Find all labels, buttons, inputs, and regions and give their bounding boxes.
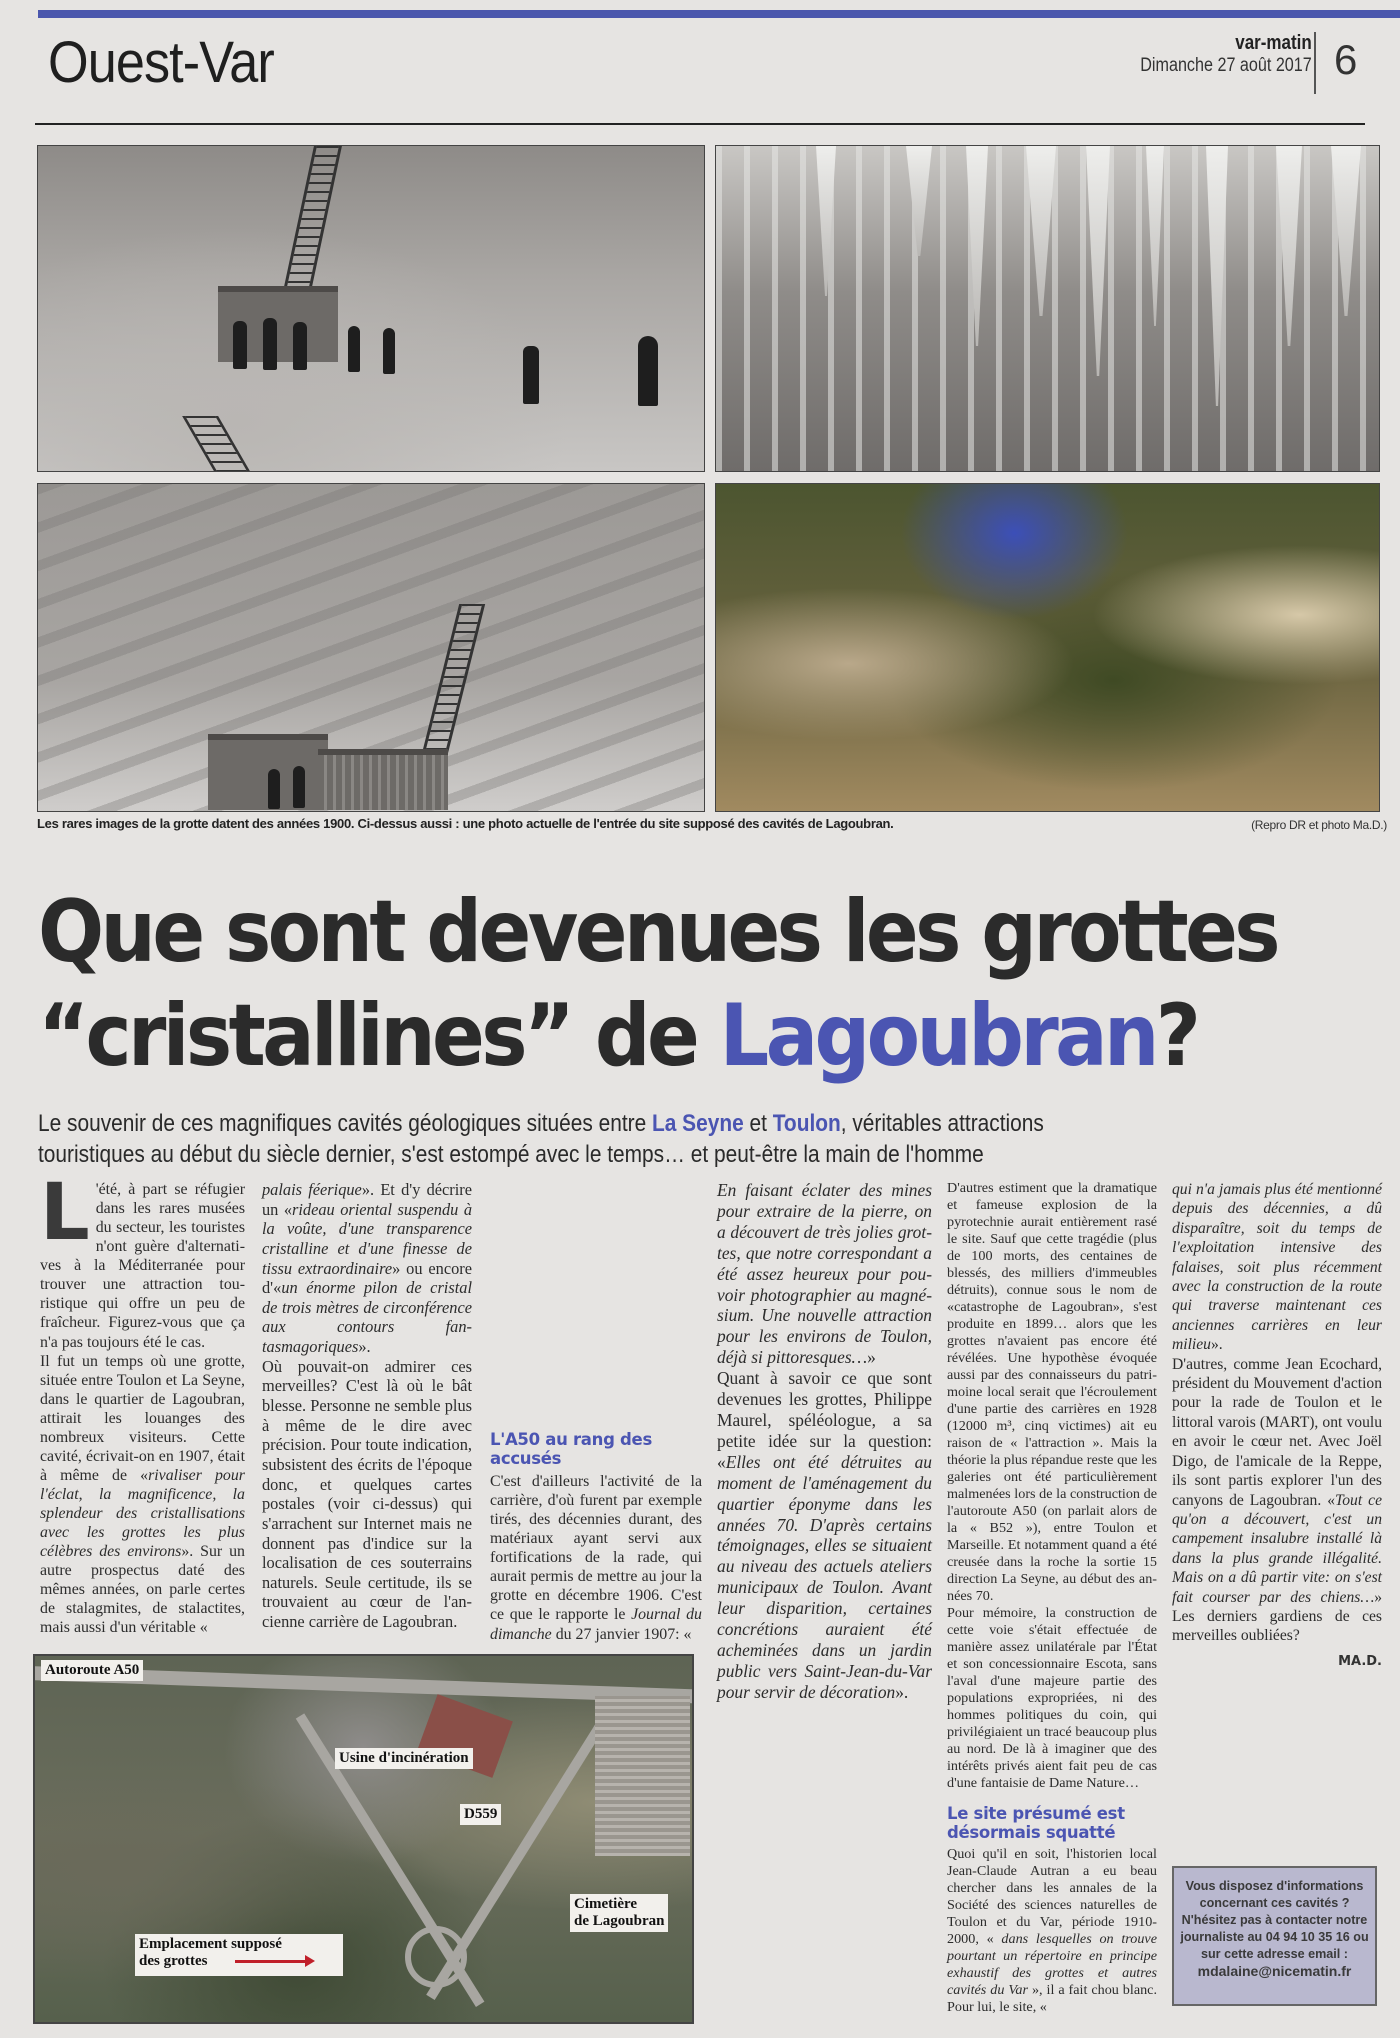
paragraph-text: » — [867, 1347, 876, 1368]
headline-line-2 — [38, 984, 1251, 1088]
headline-text: “cristallines” de — [38, 986, 720, 1086]
quote: dans lesquelles on trouve pourtant un répertoire en principe exhaustif des grottes et autres cavités du Var — [947, 1931, 1158, 1998]
quote: Tout ce qu'on a découvert, c'est un campement insalubre installé là dans la plus grande illégalité. Mais on a dû partir vite: on s'est fait courser par des chiens… — [1172, 1491, 1382, 1606]
headline-line-1: Que sont devenues les grottes — [38, 882, 1278, 982]
paragraph — [1172, 1355, 1382, 1646]
paragraph-text: du 27 janvier 1907: « — [551, 1625, 692, 1643]
paragraph: D'autres estiment que la dramatique et fameuse explosion de la pyrotechnie aurait entièrement rasé le site. Sauf que cette tragédie (plus de 100 morts, des centaines de blessés, des milliers d'immeubles détruits), connue sous le nom de «catastrophe de Lagoubran», s'est produite en 1899… alors que les grottes n'avaient pas encore été révélées. Une hypothèse évoquée aussi par des connaisseurs du patrimoine local serait que l'écroulement d'une partie des carrières en 1928 (12000 m³, cinq victimes) ait eu raison de « l'attraction ». Mais la théorie la plus répandue reste que les galeries ont été particulièrement malmenées lors de la construction de l'autoroute A50 (on parlait alors de la « B52 »), entre Toulon et Marseille. Et notamment quand a été creusée dans la roche la sortie 15 direction La Seyne, au début des années 70. — [947, 1180, 1157, 1604]
figure — [383, 328, 395, 374]
stalactite — [1331, 146, 1361, 316]
roundabout — [405, 1926, 467, 1988]
photo-credit: (Repro DR et photo Ma.D.) — [1251, 818, 1387, 832]
drop-cap: L — [40, 1168, 90, 1258]
paragraph-text: ». Sur un autre prospectus daté des mêmes années, on parle certes de stalagmites, de stalactites, mais aussi d'un véritable « — [40, 1543, 245, 1637]
photo-caption — [37, 815, 1387, 833]
infobox-text: Vous disposez d'informations concernant ces cavités ? N'hésitez pas à contacter notre journaliste au 04 94 10 35 16 ou sur cette adresse email : — [1180, 1879, 1369, 1961]
quote: palais féerique — [262, 1180, 362, 1199]
paragraph-text: Quant à savoir ce que sont devenues les grottes, Philippe Maurel, spéléologue, a sa petite idée sur la question: « — [717, 1368, 932, 1472]
map-label-d559: D559 — [460, 1804, 501, 1825]
headline-question-mark: ? — [1155, 986, 1198, 1086]
paragraph — [717, 1180, 932, 1368]
figure — [268, 769, 280, 809]
paragraph — [1172, 1180, 1382, 1355]
paragraph — [262, 1180, 472, 1357]
headline-highlight: Lagoubran — [719, 986, 1156, 1086]
photo-current-site-entrance — [715, 483, 1380, 812]
paragraph-text: Quoi qu'il en soit, l'historien local Jean-Claude Autran a eu beau chercher dans les annales de la Société des sciences naturelles de Toulon et du Var, période 1910-2000, « — [947, 1846, 1157, 1947]
paragraph-text: 'été, à part se réfugier dans les rares musées du secteur, les touristes n'ont guère d'alternatives à la Méditerranée pour trouver une attraction touristique qui offre un peu de fraîcheur. Figurez-vous que ça n'a pas toujours été le cas. — [40, 1181, 245, 1351]
figure — [233, 321, 247, 369]
newspaper-title: Journal du dimanche — [490, 1606, 702, 1643]
figure — [638, 336, 658, 406]
cave-site-label-line-2: des grottes — [139, 1953, 208, 1969]
paragraph-text: D'autres, comme Jean Ecochard, président du Mouvement d'action pour la rade de Toulon et le littoral varois (MART), ont voulu en avoir le cœur net. Avec Joël Digo, de l'amicale de la Reppe, ils sont partis explorer l'un des canyons de Lagoubran. « — [1172, 1355, 1382, 1509]
figure — [523, 346, 539, 404]
cemetery-label-line-1: Cimetière — [574, 1896, 638, 1912]
photo-cave-entrance-1900 — [37, 145, 705, 472]
masthead — [1110, 32, 1312, 78]
arrow-right-icon — [235, 1960, 307, 1963]
photo-quarry-cliff-1900 — [37, 483, 705, 812]
stalactite — [966, 146, 988, 346]
stalactite — [1276, 146, 1302, 346]
figure — [293, 766, 305, 808]
quote: Elles ont été détruites au moment de l'aménagement du quartier éponyme dans les années 70. D'après certains témoignages, elles se situaient au niveau des actuels ateliers municipaux de Toulon. Avant leur disparition, certaines concrétions auraient été acheminées dans un jardin public vers Saint-Jean-du-Var pour servir de décoration — [717, 1451, 932, 1702]
paragraph-text: » Les derniers gardiens de ces merveilles oubliées? — [1172, 1588, 1382, 1645]
paragraph-intro — [40, 1168, 245, 1352]
standfirst-text: et — [743, 1110, 773, 1137]
paragraph-text: ». — [1210, 1336, 1223, 1354]
headline — [38, 880, 1378, 1088]
quote: rivaliser pour l'éclat, la magnificence, la splendeur des cristallisations avec les grottes les plus célèbres des environs — [40, 1466, 245, 1561]
paragraph — [947, 1846, 1157, 2016]
figure — [348, 326, 360, 372]
map-label-cemetery — [570, 1894, 668, 1932]
article-column-1 — [40, 1168, 245, 1638]
paragraph-text: C'est d'ailleurs l'activité de la carrière, d'où furent par exemple tirés, des décennies durant, des matériaux ayant servi aux fortifications de la rade, qui aurait permis de mettre au jour la grotte en décembre 1906. C'est ce que le rapporte le — [490, 1473, 702, 1624]
figure — [263, 318, 277, 370]
stalactite — [906, 146, 932, 256]
paragraph — [717, 1368, 932, 1703]
figure — [293, 322, 307, 370]
paragraph: Où pouvait-on admirer ces merveilles? C'est là où le bât blesse. Personne ne semble plus à même de le dire avec précision. Pour toute indication, subsistent des écrits de l'époque donc, et quelques cartes postales (voir ci-dessus) qui s'arrachent sur Internet mais ne donnent pas d'indice sur la localisation de ces souterrains naturels. Seule certitude, ils se trouvaient au cœur de l'ancienne carrière de Lagoubran. — [262, 1356, 472, 1632]
paragraph-text: ». — [358, 1337, 371, 1357]
subhead-a50: L'A50 au rang des accusés — [490, 1430, 652, 1468]
section-title: Ouest-Var — [48, 30, 274, 95]
header-accent-bar — [38, 10, 1400, 18]
standfirst-line-1 — [38, 1108, 1204, 1139]
contact-email[interactable]: mdalaine@nicematin.fr — [1197, 1963, 1352, 1979]
article-column-3 — [490, 1430, 702, 1644]
ladder — [182, 416, 250, 471]
cave-site-label-line-1: Emplacement supposé — [139, 1936, 282, 1952]
stalactite — [1206, 146, 1228, 406]
standfirst-text: Le souvenir de ces magnifiques cavités géologiques situées entre — [38, 1110, 653, 1137]
standfirst-text: , véritables attractions — [840, 1110, 1044, 1137]
subhead-site-squatted: Le site présumé est désormais squatté — [947, 1804, 1125, 1842]
stalactite — [1146, 146, 1164, 326]
paragraph-text: ». — [895, 1681, 909, 1702]
quote: rideau oriental suspendu à la voûte, d'une transparence cristalline et d'une finesse de tissu extraordinaire — [262, 1199, 472, 1278]
ladder — [282, 146, 342, 296]
contact-infobox — [1172, 1866, 1377, 2006]
article-column-4 — [717, 1180, 932, 1703]
stalactite — [1026, 146, 1056, 316]
paragraph — [40, 1352, 245, 1638]
brand-name: var-matin — [1235, 32, 1312, 54]
article-column-6 — [1172, 1180, 1382, 1673]
standfirst — [38, 1108, 1378, 1170]
cemetery-label-line-2: de Lagoubran — [574, 1913, 665, 1929]
article-column-2 — [262, 1180, 472, 1632]
stalactite — [816, 146, 836, 296]
header-divider — [1314, 32, 1316, 94]
header-rule — [35, 123, 1365, 125]
paragraph-text: » ou encore d'« — [262, 1258, 472, 1298]
author-signature: MA.D. — [1338, 1653, 1382, 1669]
aerial-map — [33, 1654, 694, 2024]
quote: En faisant éclater des mines pour extraire de la pierre, on a découvert de très jolies grottes, que notre correspondant a été assez heureux pour pouvoir photographier au magnésium. Une nouvelle attraction pour les environs de Toulon, déjà si pittoresques… — [717, 1180, 932, 1368]
stalactite — [1086, 146, 1110, 376]
map-label-autoroute: Autoroute A50 — [41, 1660, 143, 1681]
photo-stalactites — [715, 145, 1380, 472]
map-label-incinerator: Usine d'incinération — [335, 1748, 473, 1769]
caption-text: Les rares images de la grotte datent des années 1900. Ci-dessus aussi : une photo actuelle de l'entrée du site supposé des cavités de Lagoubran. — [37, 816, 894, 831]
paragraph-text: », il a fait chou blanc. Pour lui, le site, « — [947, 1982, 1158, 2015]
paragraph-text: Il fut un temps où une grotte, située entre Toulon et La Seyne, dans le quartier de Lagoubran, attirait les louanges des nombreux visiteurs. Cette cavité, écrivait-on en 1907, était à même de « — [40, 1352, 245, 1484]
place-la-seyne: La Seyne — [652, 1110, 744, 1137]
issue-date: Dimanche 27 août 2017 — [1140, 55, 1312, 76]
paragraph — [490, 1472, 702, 1644]
quote: qui n'a jamais plus été mentionné depuis des décennies, a dû disparaître, soit du temps de l'exploitation intensive des falaises, soit plus récemment avec la construction de la route qui traverse maintenant ces anciennes carrières en leur milieu — [1172, 1181, 1382, 1354]
paragraph-text: ». Et d'y décrire un « — [262, 1180, 473, 1219]
quote: un énorme pilon de cristal de trois mètres de circonférence aux contours fantasmagoriques — [262, 1278, 472, 1357]
fence — [318, 749, 448, 810]
cemetery-plots — [595, 1696, 690, 1856]
place-toulon: Toulon — [772, 1110, 841, 1137]
article-column-5 — [947, 1180, 1157, 2016]
page-number: 6 — [1334, 36, 1358, 83]
paragraph: Pour mémoire, la construction de cette voie s'était effectuée de manière assez unilatérale par l'État et son concessionnaire Escota, sans l'aval d'une majeure partie des populations expropriées, ni des hommes politiques du coin, qui privilégiaient un tracé beaucoup plus au nord. De là à imaginer que des intérêts privés aient fait peu de cas d'une fantaisie de Dame Nature… — [947, 1605, 1157, 1791]
standfirst-line-2: touristiques au début du siècle dernier, s'est estompé avec le temps… et peut-être la main de l'homme — [38, 1141, 984, 1168]
